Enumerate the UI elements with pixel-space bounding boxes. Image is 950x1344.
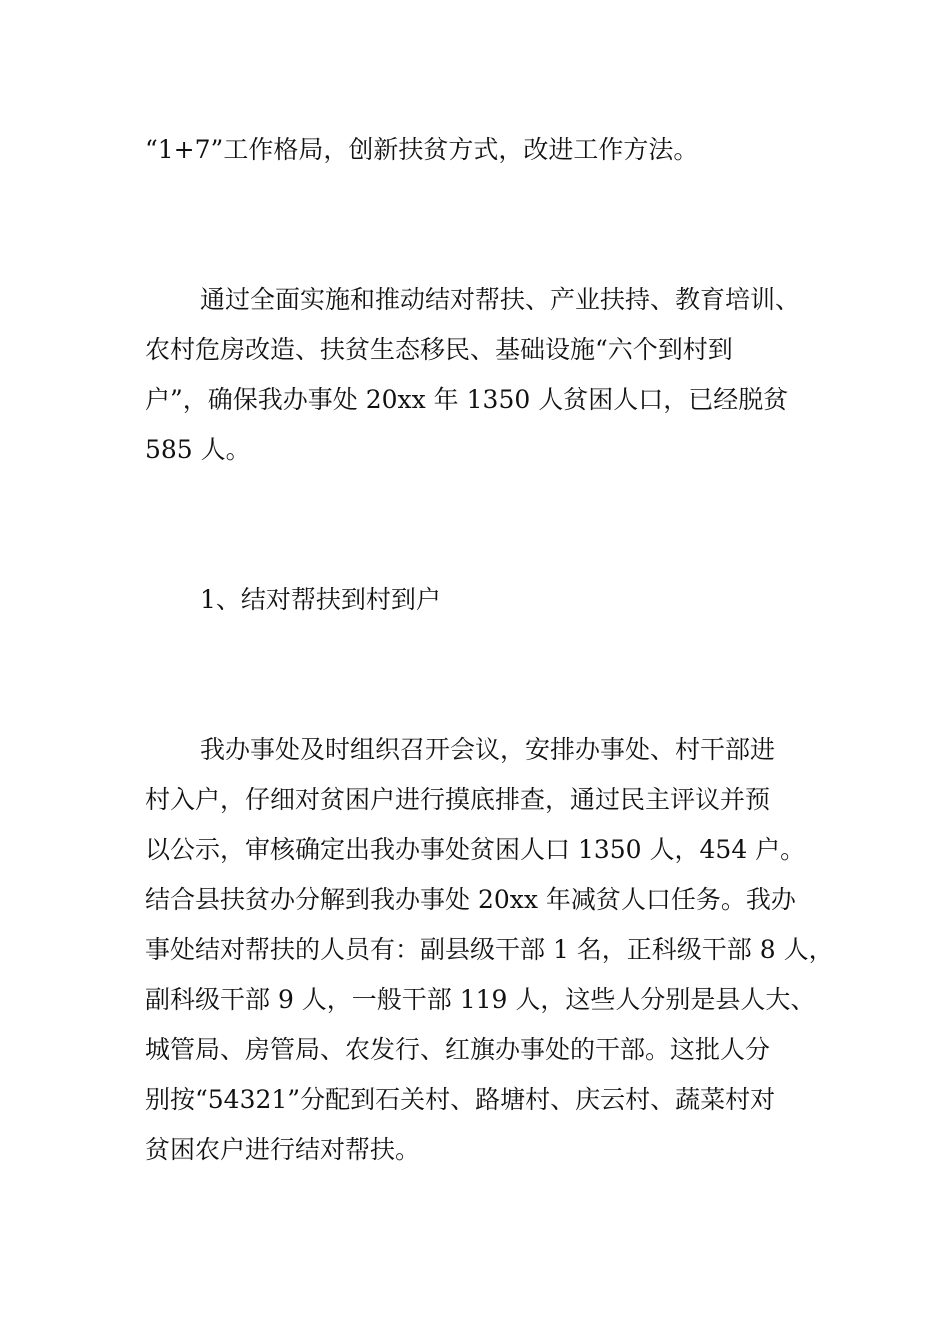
intro-line: “1+7”工作格局，创新扶贫方式，改进工作方法。 [145, 135, 699, 164]
paragraph-line: 通过全面实施和推动结对帮扶、产业扶持、教育培训、 [200, 285, 801, 314]
section-heading: 1、结对帮扶到村到户 [200, 585, 441, 614]
paragraph-line: 结合县扶贫办分解到我办事处 20xx 年减贫人口任务。我办 [145, 885, 796, 914]
paragraph-line: 城管局、房管局、农发行、红旗办事处的干部。这批人分 [145, 1035, 771, 1064]
paragraph-line: 村入户，仔细对贫困户进行摸底排查，通过民主评议并预 [145, 785, 771, 814]
paragraph-line: 我办事处及时组织召开会议，安排办事处、村干部进 [200, 735, 776, 764]
paragraph-line: 585 人。 [145, 435, 251, 464]
paragraph-line: 贫困农户进行结对帮扶。 [145, 1135, 421, 1164]
paragraph-line: 户”，确保我办事处 20xx 年 1350 人贫困人口，已经脱贫 [145, 385, 789, 414]
paragraph-line: 事处结对帮扶的人员有：副县级干部 1 名，正科级干部 8 人， [145, 935, 834, 964]
paragraph-line: 别按“54321”分配到石关村、路塘村、庆云村、蔬菜村对 [145, 1085, 776, 1114]
paragraph-line: 以公示，审核确定出我办事处贫困人口 1350 人，454 户。 [145, 835, 806, 864]
paragraph-line: 副科级干部 9 人，一般干部 119 人，这些人分别是县人大、 [145, 985, 816, 1014]
paragraph-line: 农村危房改造、扶贫生态移民、基础设施“六个到村到 [145, 335, 733, 364]
